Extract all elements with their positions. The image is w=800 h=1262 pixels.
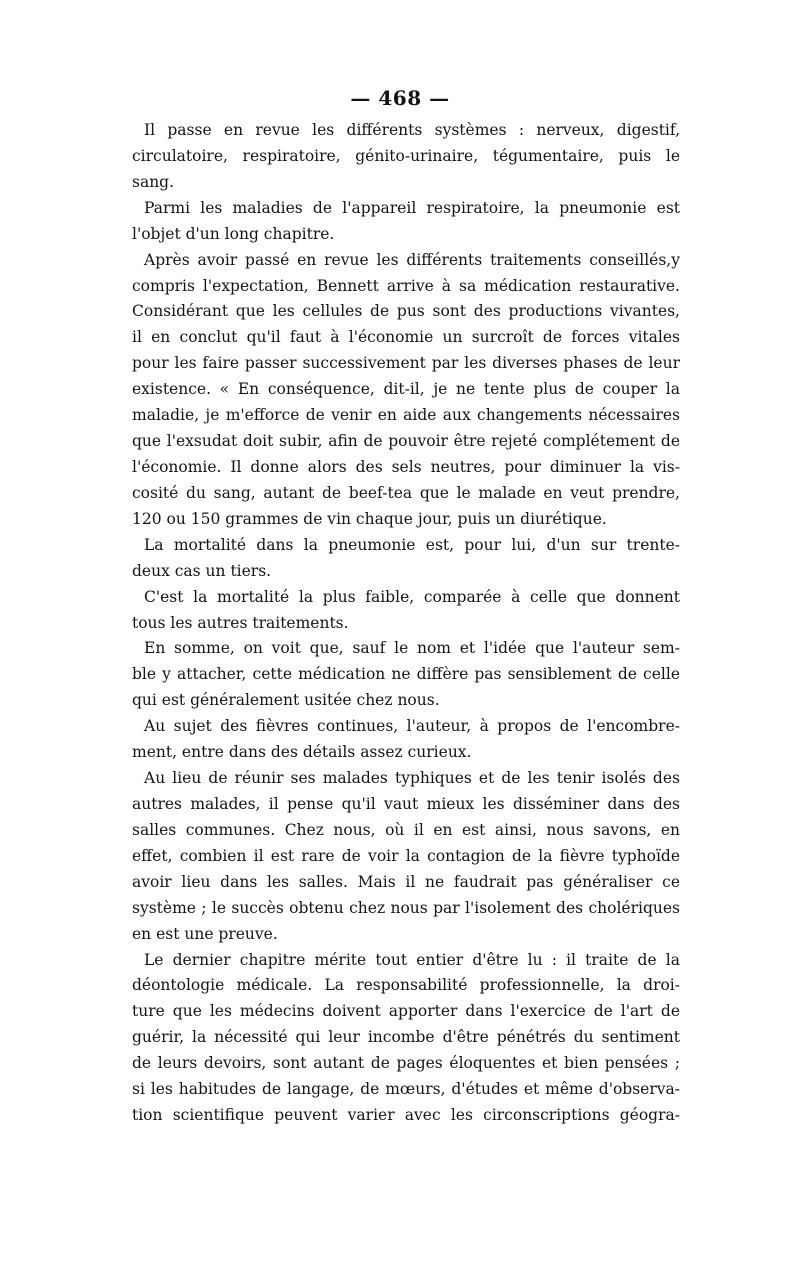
text-line: il en conclut qu'il faut à l'économie un surcroît de forces vitales <box>132 328 680 347</box>
text-line: autres malades, il pense qu'il vaut mieux les disséminer dans des <box>132 794 680 813</box>
text-line: ture que les médecins doivent apporter dans l'exercice de l'art de <box>132 1002 680 1021</box>
text-line: Au lieu de réunir ses malades typhiques et de les tenir isolés des <box>144 769 680 788</box>
text-line: compris l'expectation, Bennett arrive à sa médication restaurative. <box>132 276 680 295</box>
text-line: déontologie médicale. La responsabilité professionnelle, la droi- <box>132 976 680 995</box>
text-line: Il passe en revue les différents systèmes : nerveux, digestif, <box>144 121 680 139</box>
text-line: l'objet d'un long chapitre. <box>132 224 335 243</box>
text-line: tion scientifique peuvent varier avec les circonscriptions géogra- <box>132 1106 680 1125</box>
text-line: circulatoire, respiratoire, génito-urinaire, tégumentaire, puis le <box>132 146 680 165</box>
text-line: existence. « En conséquence, dit-il, je ne tente plus de couper la <box>132 380 680 399</box>
text-line: sang. <box>132 172 175 191</box>
text-line: Le dernier chapitre mérite tout entier d'être lu : il traite de la <box>144 950 680 969</box>
text-line: pour les faire passer successivement par les diverses phases de leur <box>132 354 680 373</box>
text-line: avoir lieu dans les salles. Mais il ne faudrait pas généraliser ce <box>132 872 680 891</box>
text-line: salles communes. Chez nous, où il en est ainsi, nous savons, en <box>132 820 680 839</box>
text-line: ble y attacher, cette médication ne diffère pas sensiblement de celle <box>132 665 680 684</box>
page-number: — 468 — <box>350 86 450 110</box>
text-line: guérir, la nécessité qui leur incombe d'être pénétrés du sentiment <box>132 1028 680 1047</box>
text-line: cosité du sang, autant de beef-tea que le malade en veut prendre, <box>132 483 680 502</box>
body-text <box>132 118 680 1129</box>
text-line: En somme, on voit que, sauf le nom et l'idée que l'auteur sem- <box>144 639 680 658</box>
text-line: C'est la mortalité la plus faible, comparée à celle que donnent <box>144 587 680 606</box>
text-line: de leurs devoirs, sont autant de pages éloquentes et bien pensées ; <box>132 1054 680 1073</box>
text-line: ment, entre dans des détails assez curieux. <box>132 743 472 762</box>
text-line: système ; le succès obtenu chez nous par l'isolement des cholériques <box>132 898 680 917</box>
text-line: Parmi les maladies de l'appareil respiratoire, la pneumonie est <box>144 198 680 217</box>
text-line: si les habitudes de langage, de mœurs, d'études et même d'observa- <box>132 1080 680 1099</box>
text-line: que l'exsudat doit subir, afin de pouvoir être rejeté complétement de <box>132 432 680 451</box>
text-line: maladie, je m'efforce de venir en aide aux changements nécessaires <box>132 406 680 425</box>
text-line: Après avoir passé en revue les différents traitements conseillés,y <box>144 250 680 269</box>
text-line: 120 ou 150 grammes de vin chaque jour, puis un diurétique. <box>132 509 607 528</box>
text-line: Considérant que les cellules de pus sont des productions vivantes, <box>132 302 680 321</box>
text-line: qui est généralement usitée chez nous. <box>132 691 440 710</box>
text-line: tous les autres traitements. <box>132 613 349 632</box>
text-line: effet, combien il est rare de voir la contagion de la fièvre typhoïde <box>132 846 680 865</box>
text-line: en est une preuve. <box>132 924 278 943</box>
text-line: Au sujet des fièvres continues, l'auteur, à propos de l'encombre- <box>144 717 680 736</box>
text-line: l'économie. Il donne alors des sels neutres, pour diminuer la vis- <box>132 457 680 476</box>
text-line: deux cas un tiers. <box>132 561 272 580</box>
text-line: La mortalité dans la pneumonie est, pour lui, d'un sur trente- <box>144 535 680 554</box>
